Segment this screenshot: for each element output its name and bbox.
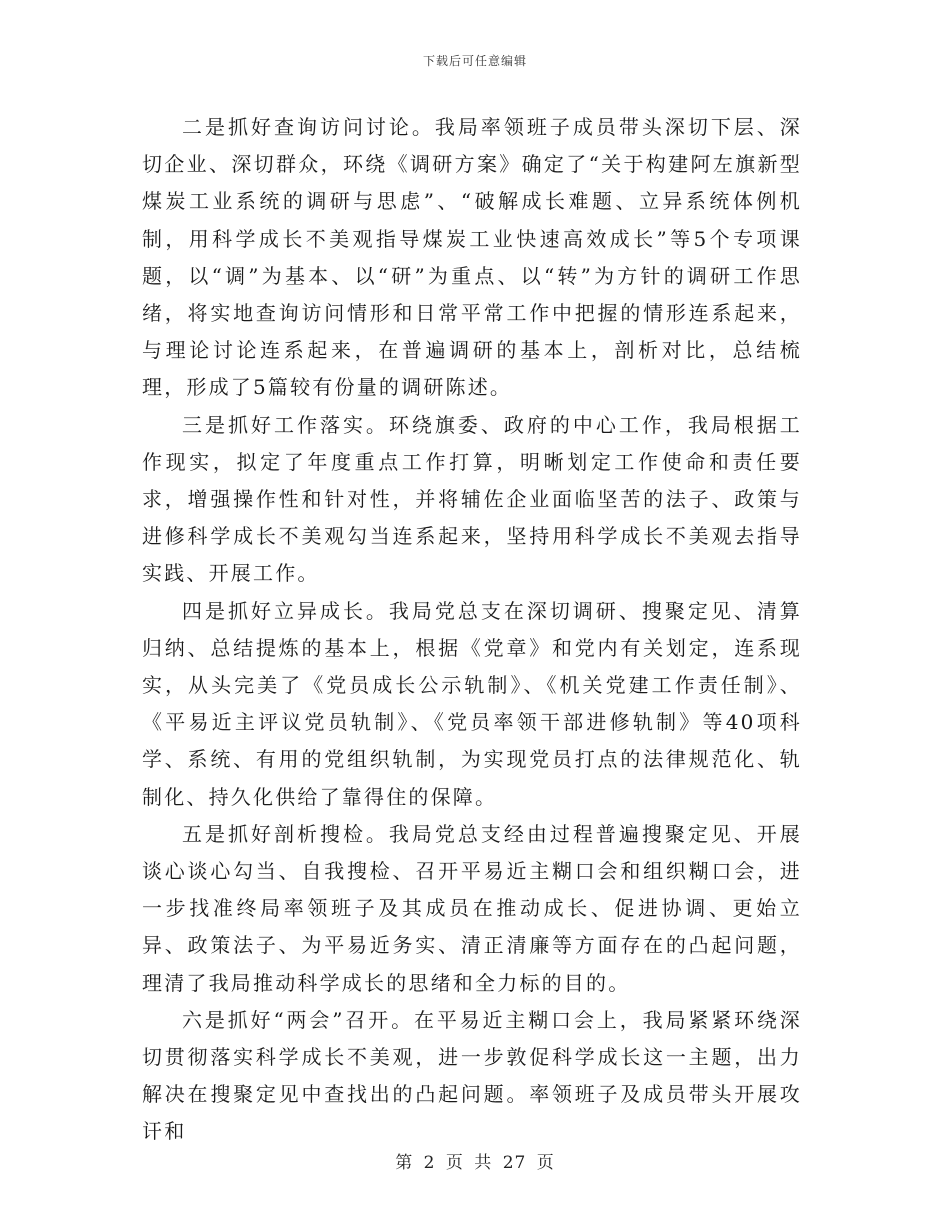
paragraph-1: 二是抓好查询访问讨论。我局率领班子成员带头深切下层、深切企业、深切群众，环绕《调研方案》确定了“关于构建阿左旗新型煤炭工业系统的调研与思虑”、“破解成长难题、立异系统体例机制，用科学成长不美观指导煤炭工业快速高效成长”等5个专项课题，以“调”为基本、以“研”为重点、以“转”为方针的调研工作思绪，将实地查询访问情形和日常平常工作中把握的情形连系起来，与理论讨论连系起来，在普遍调研的基本上，剖析对比，总结梳理，形成了5篇较有份量的调研陈述。 bbox=[142, 115, 802, 400]
document-body bbox=[142, 109, 802, 1151]
page-header: 下载后可任意编辑 bbox=[422, 54, 527, 68]
paragraph-3: 四是抓好立异成长。我局党总支在深切调研、搜聚定见、清算归纳、总结提炼的基本上，根据《党章》和党内有关划定，连系现实，从头完美了《党员成长公示轨制》、《机关党建工作责任制》、《平易近主评议党员轨制》、《党员率领干部进修轨制》等40项科学、系统、有用的党组织轨制，为实现党员打点的法律规范化、轨制化、持久化供给了靠得住的保障。 bbox=[142, 598, 802, 809]
page-number-footer: 第 2 页 共 27 页 bbox=[395, 1153, 555, 1173]
paragraph-5: 六是抓好“两会”召开。在平易近主糊口会上，我局紧紧环绕深切贯彻落实科学成长不美观，进一步敦促科学成长这一主题，出力解决在搜聚定见中查找出的凸起问题。率领班子及成员带头开展攻讦和 bbox=[142, 1007, 802, 1144]
paragraph-4: 五是抓好剖析搜检。我局党总支经由过程普遍搜聚定见、开展谈心谈心勾当、自我搜检、召开平易近主糊口会和组织糊口会，进一步找准终局率领班子及其成员在推动成长、促进协调、更始立异、政策法子、为平易近务实、清正清廉等方面存在的凸起问题，理清了我局推动科学成长的思绪和全力标的目的。 bbox=[142, 821, 802, 995]
paragraph-2: 三是抓好工作落实。环绕旗委、政府的中心工作，我局根据工作现实，拟定了年度重点工作打算，明晰划定工作使命和责任要求，增强操作性和针对性，并将辅佐企业面临坚苦的法子、政策与进修科学成长不美观勾当连系起来，坚持用科学成长不美观去指导实践、开展工作。 bbox=[142, 412, 802, 586]
